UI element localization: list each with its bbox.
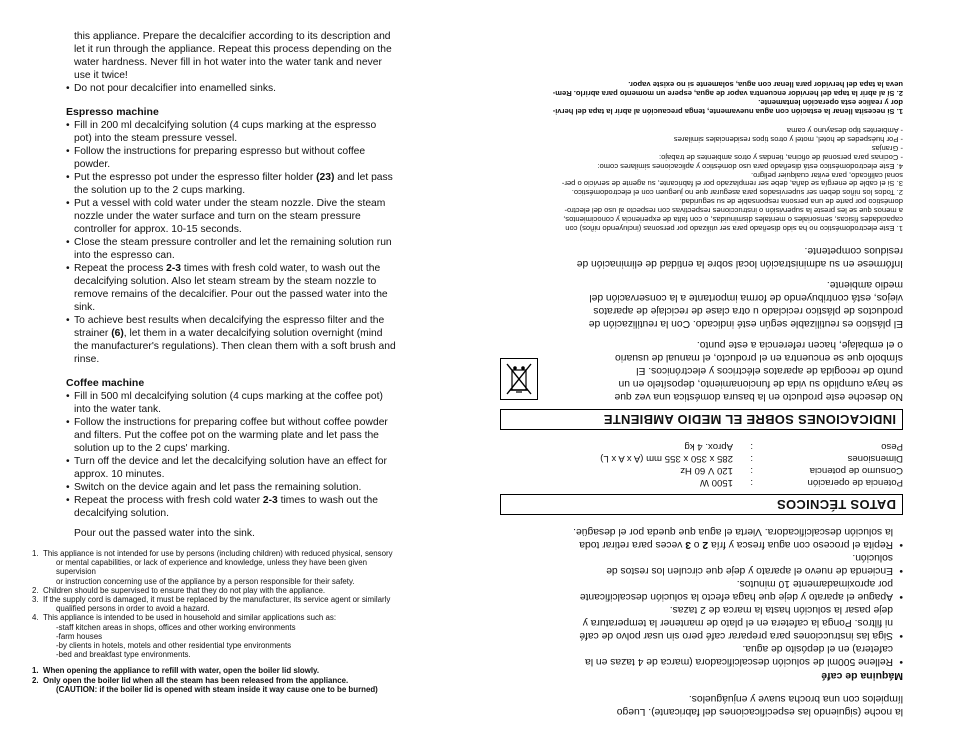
footnote [500,125,903,170]
warning [32,666,404,675]
text-line: o el embalaje, hacen referencia a este punto. [696,339,903,350]
text-line: This appliance is intended to be used in household and similar applications such as: [43,613,337,623]
text-line: solution up to the 2 cups' marking. [74,443,230,454]
text-line: qualified persons in order to avoid a hazard. [56,604,210,614]
text-line: • Follow the instructions for preparing espresso but without coffee [74,146,366,157]
text-line: • Rellene 500ml de solución descalcificadora (marca de 4 tazas en la [585,656,893,667]
text-line: dor y realice esta operación lentamente. [758,98,903,108]
table-row [600,464,903,476]
spec-label: Dimensiones [847,453,903,464]
text-line: • Fill in 200 ml decalcifying solution (4 cups marking at the espresso [74,120,377,131]
table-row [600,440,903,452]
text-line: - Ambientes tipo desayuno y cama [786,126,903,136]
text-line: approx. 10 minutes. [74,469,165,480]
text-line: 2. Sí al abrir la tapa del hervidor encuentra vapor de agua, espere un momento para abrirlo. Rem- [552,89,903,99]
text-line: • To achieve best results when decalcifying the espresso filter and the [74,315,385,326]
text-line: la solución descalcificadora. Vierta el agua que queda por el desagüe. [573,526,893,537]
list-item [500,642,903,668]
text-line: viejos, está contribuyendo de forma importante a la conservación del [589,292,903,303]
text-line: 1. Si necesita llenar la estación con agua nuevamente, tenga precaución al abrir la tapa del hervi- [552,107,903,117]
coffee-heading: Coffee machine [66,377,145,389]
intro-paragraph [32,30,404,82]
text-line: -bed and breakfast type environments. [56,650,191,660]
intro-paragraph [500,692,903,718]
text-line: • Fill in 500 ml decalcifying solution (4 cups marking at the coffee pot) [74,391,383,402]
text-line: símbolo que se encuentra en el producto, el manual de usuario [615,352,903,363]
warnings [32,666,404,694]
text-line: • Repeat the process 2-3 times with fresh cold water, to wash out the [74,263,381,274]
footnote-number: 2. [896,188,903,198]
text-line: capacidades físicas, sensoriales o mentales disminuidas, o con falta de experiencia y conocimientos, [563,215,903,225]
text-line: medio ambiente. [826,279,903,290]
list-item [32,455,404,481]
warning-number: 2. [896,89,903,99]
text-line: • Siga las instrucciones para preparar café pero sin usar polvo de café [579,630,893,641]
text-line: decalcifying solution. [74,508,170,519]
list-item [500,577,903,603]
text-line: let it run through the appliance. Repeat this process depending on the [74,44,392,55]
footnote [500,187,903,196]
warning [500,80,903,98]
text-line: • Repita el proceso con agua fresca y fría 2 o 3 veces para retirar toda [579,539,893,550]
crossed-bin-icon [500,358,538,400]
spec-label: Consumo de potencia [809,465,903,476]
text-line: this appliance. Prepare the decalcifier according to its description and [74,31,391,42]
text-line: 4. Este electrodoméstico está diseñado para uso doméstico y aplicaciones similares como: [597,161,903,171]
text-line: • Switch on the device again and let pass the remaining solution. [74,482,362,493]
text-line: ni filtros. Ponga la cafetera en el plato de mantener la temperatura y [582,617,893,628]
warning-number: 1. [32,666,39,676]
list-item [32,416,404,455]
warnings [500,80,903,116]
text-line: into the espresso can. [74,250,175,261]
footnote-number: 3. [896,179,903,189]
text-line: deje pasar la solución hasta la marca de 2 tazas. [669,604,893,615]
text-line: rinse. [74,354,100,365]
coffee-list [32,390,404,520]
text-line: por aproximadamente 10 minutos. [736,578,893,589]
spec-sep: : [750,441,753,452]
text-line: solución. [852,552,893,563]
footnote [500,196,903,232]
text-line: se haya cumplido su vida de funcionamiento, deposítelo en un [618,378,903,389]
text-line: pot) into the steam pressure vessel. [74,133,238,144]
footnote-number: 1. [896,224,903,233]
text-line: or mental capabilities, or lack of experience and knowledge, unless they have been given supervision [56,558,367,577]
footnotes [32,549,404,659]
text-line: • Repeat the process with fresh cold water 2-3 times to wash out the [74,495,378,506]
coffee-list [500,525,903,668]
text-line: • Follow the instructions for preparing coffee but without coffee powder [74,417,388,428]
list-item [32,197,404,236]
text-line: Only open the boiler lid when all the steam has been released from the appliance. [43,675,349,685]
footnote-number: 2. [32,585,39,595]
espresso-heading: Espresso machine [66,106,159,118]
table-row [600,452,903,464]
spec-value: Aprox. 4 kg [684,441,733,452]
text-line: • Encienda de nuevo el aparato y deje que circulen los restos de [606,565,893,576]
spanish-column-upside-down [500,22,903,718]
text-line: - Por huéspedes de hotel, motel y otros tipos residenciales similares [673,134,903,144]
text-line: This appliance is not intended for use by persons (including children) with reduced physical, sensory [43,549,393,558]
environment-heading: INDICACIONES SOBRE EL MEDIO AMBIENTE [500,409,903,430]
list-item [32,145,404,171]
text-line: When opening the appliance to refill with water, open the boiler lid slowly. [43,666,320,676]
text-line: 2. Todos los niños deben ser supervisados para asegurar que no jueguen con el electrodoméstico. [571,188,903,198]
spec-value: 285 x 350 x 355 mm (A x A x L) [600,453,733,464]
spec-table [600,440,903,488]
text-line: • Close the steam pressure controller and let the remaining solution run [74,237,392,248]
warning [32,676,404,694]
list-item [32,481,404,494]
espresso-list [32,119,404,366]
spec-value: 120 V 60 Hz [680,465,733,476]
coffee-note: Pour out the passed water into the sink. [74,528,255,539]
footnote-number: 4. [896,161,903,171]
spec-label: Potencia de operación [807,477,903,488]
text-line: • Put the espresso pot under the espresso filter holder (23) and let pass [74,172,393,183]
footnote-number: 4. [32,613,39,623]
text-line: use it twice! [74,70,128,81]
footnote-number: 1. [32,549,39,558]
text-line: sonal calificado, para evitar cualquier peligro. [751,170,903,180]
environment-paragraph [554,338,903,403]
text-line: nozzle under the water surface and turn on the steam pressure [74,211,361,222]
footnote [500,170,903,188]
spec-sep: : [750,453,753,464]
text-line: a menos que se les preste la supervisión o instrucciones respectivas con respecto al uso del electro- [564,206,903,216]
recycling-notice [500,338,903,403]
text-line: strainer (6), let them in a water decalcifying solution overnight (mind [74,328,383,339]
coffee-heading: Máquina de café [821,670,903,682]
text-line: controller for approx. 10-15 seconds. [74,224,242,235]
text-line: the solution up to the 2 cups marking. [74,185,246,196]
text-line: 1. Este electrodoméstico no ha sido diseñado para ser utilizado por personas (incluyendo niños) con [565,224,903,233]
list-item [32,390,404,416]
english-column [32,30,404,694]
footnote [32,595,404,613]
text-line: - Granjas [871,143,903,153]
list-item [500,525,903,551]
text-line: powder. [74,159,111,170]
text-line: -farm houses [56,631,103,641]
text-line: productos de plástico reciclado u otra clase de reciclaje de aparatos [593,305,903,316]
text-line: cafetera) en el depósito de agua. [742,643,893,654]
text-line: Children should be supervised to ensure that they do not play with the appliance. [43,585,326,595]
list-item [500,551,903,577]
text-line: • Turn off the device and let the decalcifying solution have an effect for [74,456,387,467]
spec-label: Peso [881,441,903,452]
text-line: into the water tank. [74,404,162,415]
text-line: (CAUTION: if the boiler lid is opened with steam inside it way cause one to be burned) [56,684,378,694]
table-row [600,476,903,488]
list-item [32,494,404,520]
text-line: 3. Si el cable de energía se daña, debe ser remplazado por el fabricante, su agente de servicio o per- [561,179,903,189]
list-item: • Do not pour decalcifier into enamelled sinks. [32,82,404,95]
tech-data-heading: DATOS TÉCNICOS [500,494,903,515]
list-item [32,119,404,145]
text-line: and filters. Put the coffee pot on the warming plate and let pass the [74,430,379,441]
footnote [32,613,404,659]
environment-paragraph [500,278,903,330]
text-line: • Apague el aparato y deje que haga efecto la solución descalcificante [579,591,893,602]
text-line: la noche (siguiendo las especificaciones del fabricante). Luego [616,706,903,717]
text-line: - Cocinas para personal de oficina, tiendas y otros ambientes de trabajo: [659,152,903,162]
footnotes [500,125,903,232]
text-line: punto de recogida de aparatos eléctricos y electrónicos. El [636,365,903,376]
text-line: decalcifying solution. Also let steam stream by the steam nozzle to [74,276,377,287]
text-line: límpielos con una brocha suave y enjuáguelos. [688,693,903,704]
list-item [32,171,404,197]
footnote-number: 3. [32,595,39,605]
list-item [500,603,903,642]
warning-number: 1. [896,107,903,117]
text-line: residuos competente. [804,245,903,256]
warning [500,97,903,115]
text-line: the manufacturer's regulations). Then clean them with a soft brush and [74,341,396,352]
text-line: If the supply cord is damaged, it must be replaced by the manufacturer, its service agent or similarly [43,595,391,605]
environment-paragraph [500,244,903,270]
text-line: El plástico es reutilizable según esté indicado. Con la reutilización de [588,318,903,329]
text-line: • Put a vessel with cold water under the steam nozzle. Dive the steam [74,198,386,209]
text-line: water hardness. Never fill in hot water into the water tank and never [74,57,382,68]
text-line: No deseche este producto en la basura doméstica una vez que [614,391,903,402]
list-item [32,314,404,366]
text-line: remove remains of the decalcifier. Pour out the passed water into the [74,289,388,300]
text-line: -staff kitchen areas in shops, offices and other working environments [56,622,296,632]
list-item [32,262,404,314]
footnote [32,549,404,586]
footnote [32,586,404,595]
spec-sep: : [750,465,753,476]
text-line: sink. [74,302,96,313]
text-line: or instruction concerning use of the appliance by a person responsible for their safety. [56,576,355,586]
warning-number: 2. [32,675,39,685]
list-item [32,236,404,262]
spec-value: 1500 W [699,477,733,488]
text-line: Infórmese en su administración local sobre la entidad de eliminación de [576,258,903,269]
text-line: doméstico por parte de una persona responsable de su seguridad. [679,197,903,207]
text-line: -by clients in hotels, motels and other residential type environments [56,641,292,651]
text-line: ueva la tapa del hervidor para llenar con agua, solamente si no existe vapor. [628,80,903,90]
spec-sep: : [750,477,753,488]
